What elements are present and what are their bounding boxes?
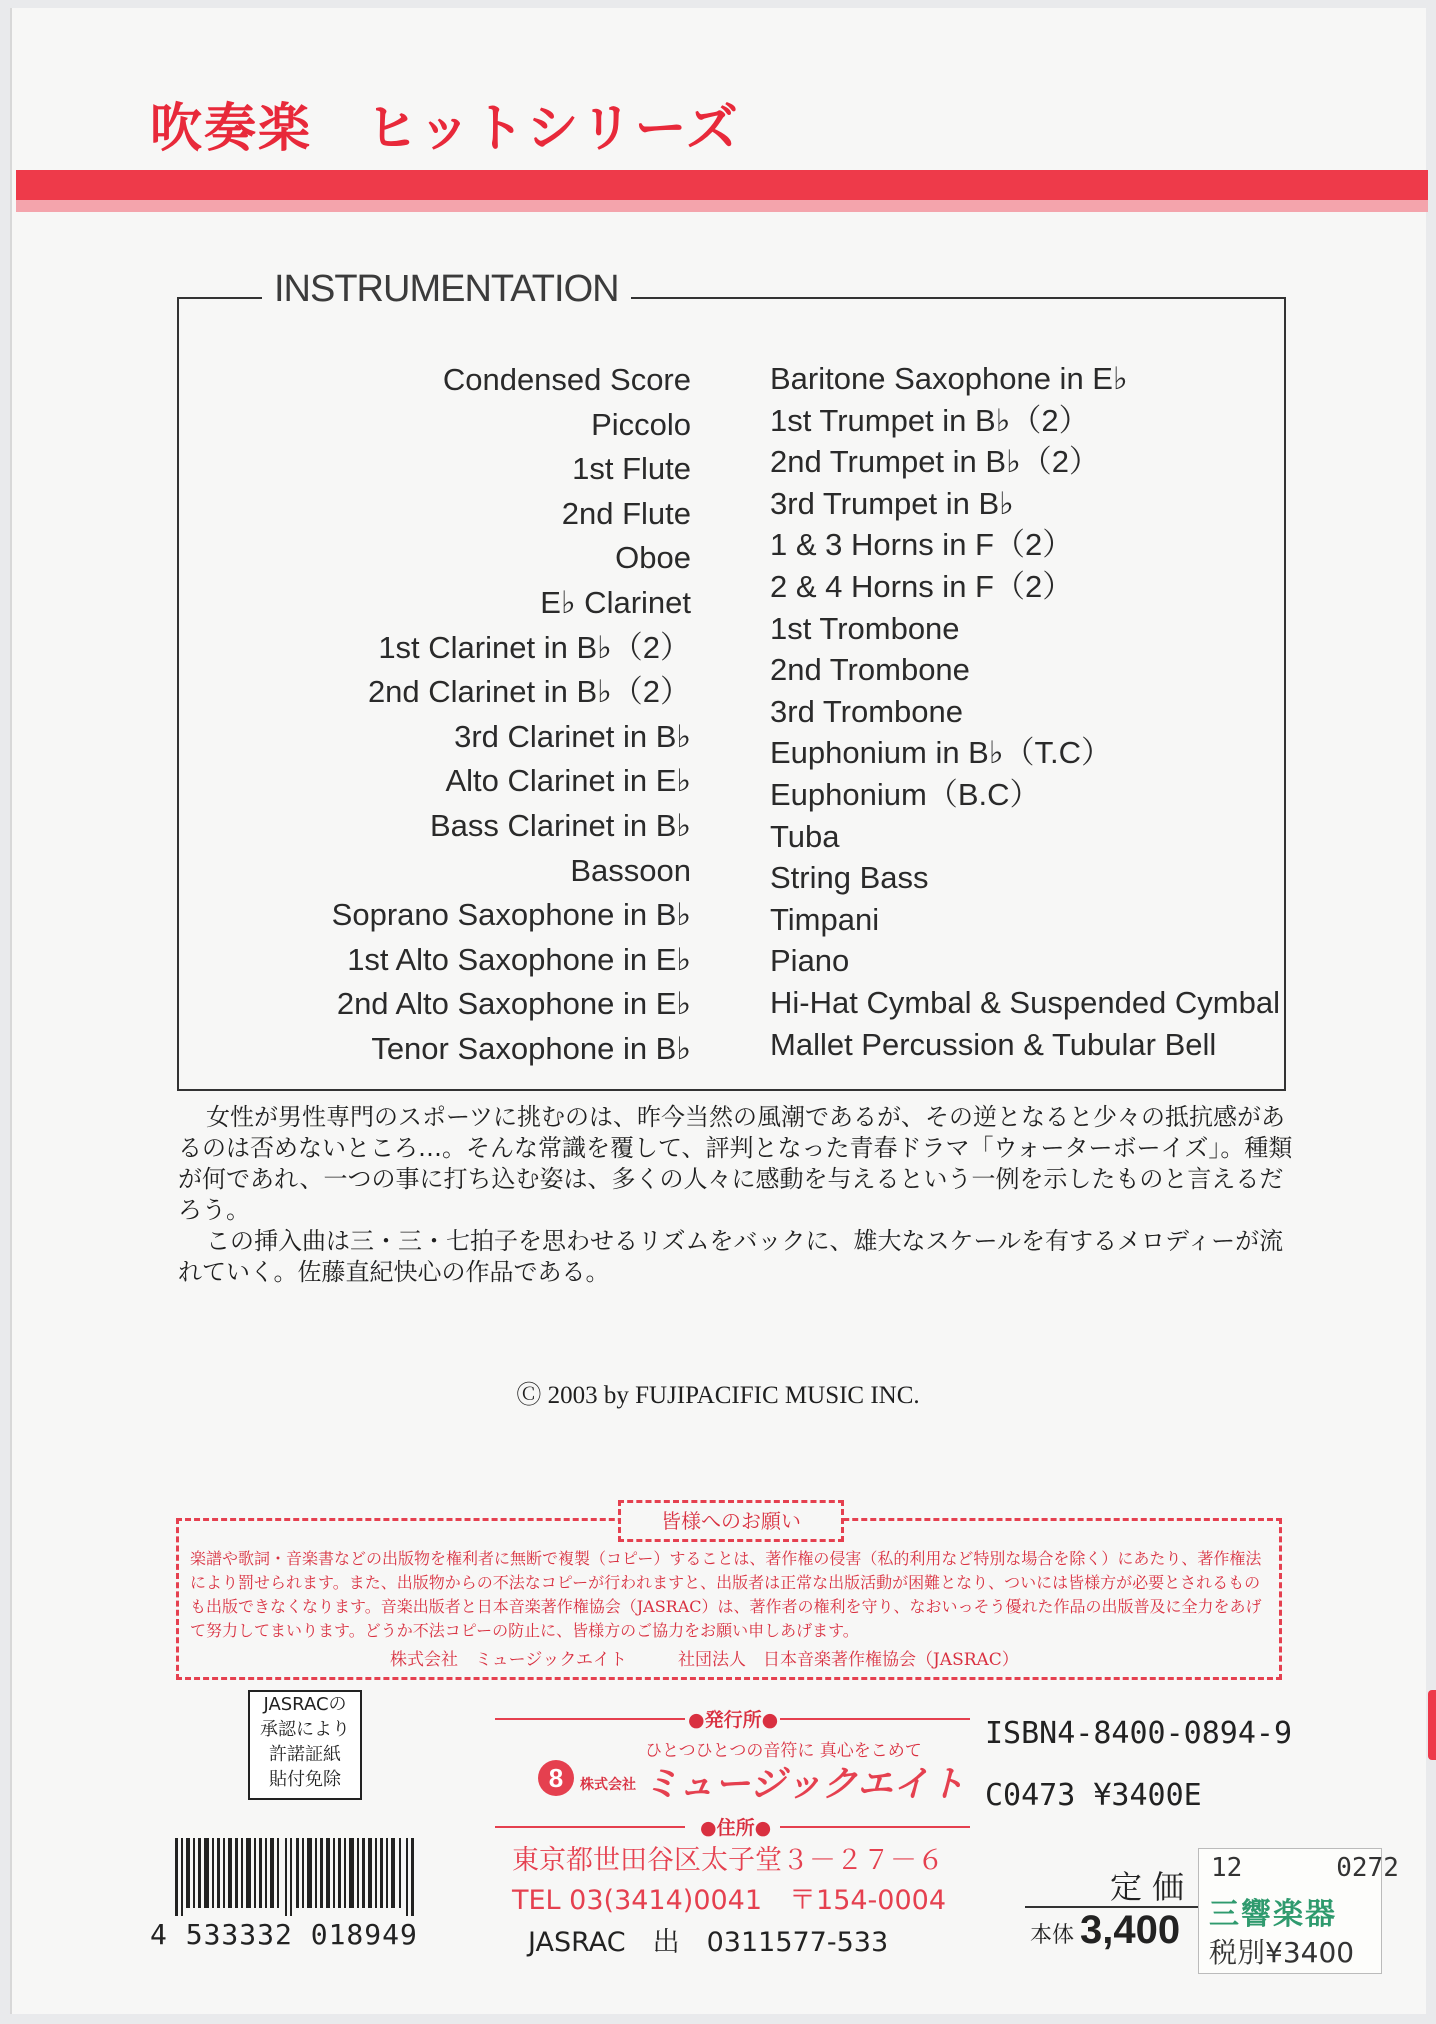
price-label: 定価 xyxy=(1110,1868,1195,1906)
jasrac-line: 承認により xyxy=(260,1719,350,1740)
instrument-item: 3rd Clarinet in B♭ xyxy=(454,718,691,754)
instrument-item: 1st Clarinet in B♭（2） xyxy=(378,629,691,665)
instrument-item: Condensed Score xyxy=(442,362,691,397)
description-paragraph: この挿入曲は三・三・七拍子を思わせるリズムをバックに、雄大なスケールを有するメロディーが流れていく。佐藤直紀快心の作品である。 xyxy=(178,1227,1284,1286)
barcode xyxy=(175,1838,415,1916)
instrument-item: Tenor Saxophone in B♭ xyxy=(371,1030,691,1066)
instrument-list-left xyxy=(332,358,691,1072)
publisher-company-prefix: 株式会社 xyxy=(580,1777,636,1793)
instrument-item: Piano xyxy=(770,943,850,979)
jasrac-approval-box xyxy=(248,1690,362,1800)
c-code: C0473 ¥3400E xyxy=(985,1778,1202,1813)
publisher-slogan: ひとつひとつの音符に 真心をこめて xyxy=(645,1741,922,1761)
address-divider xyxy=(780,1826,970,1828)
instrument-item: 3rd Trumpet in B♭ xyxy=(770,485,1014,521)
description-paragraph: 女性が男性専門のスポーツに挑むのは、昨今当然の風潮であるが、その逆となると少々の抵抗感があるのは否めないところ…。そんな常識を覆して、評判となった青春ドラマ「ウォーターボーイズ」。種類が何であれ、一つの事に打ち込む姿は、多くの人々に感動を与えるという一例を示したものと言えるだろう。 xyxy=(178,1103,1293,1224)
instrumentation-heading: INSTRUMENTATION xyxy=(262,268,631,311)
jasrac-line: 許諾証紙 xyxy=(269,1744,341,1765)
instrument-item: 1st Flute xyxy=(572,451,691,487)
publisher-divider xyxy=(780,1718,970,1720)
copyright-notice: Ⓒ 2003 by FUJIPACIFIC MUSIC INC. xyxy=(516,1382,920,1409)
instrument-item: Bass Clarinet in B♭ xyxy=(429,807,691,843)
sticker-shop-name: 三響楽器 xyxy=(1209,1897,1337,1932)
publisher-address: 東京都世田谷区太子堂３－２７－６ xyxy=(512,1845,944,1876)
instrument-item: Piccolo xyxy=(591,406,691,442)
instrument-item: Bassoon xyxy=(570,852,691,888)
jasrac-number: JASRAC 出 0311577-533 xyxy=(528,1927,889,1958)
publisher-tel: TEL 03(3414)0041 〒154-0004 xyxy=(512,1885,947,1916)
publisher-company-name: ミュージックエイト xyxy=(643,1764,965,1805)
address-divider xyxy=(495,1826,685,1828)
publisher-logo-icon: 8 xyxy=(538,1760,574,1796)
jasrac-line: 貼付免除 xyxy=(269,1769,341,1790)
instrument-item: 1 & 3 Horns in F（2） xyxy=(770,527,1074,563)
instrument-list-right xyxy=(770,358,1280,1065)
sticker-price: 税別¥3400 xyxy=(1209,1936,1355,1969)
barcode-number: 4 533332 018949 xyxy=(150,1918,418,1951)
sticker-code: 12 0272 xyxy=(1211,1853,1399,1883)
instrument-item: Oboe xyxy=(615,540,691,576)
instrument-item: 1st Alto Saxophone in E♭ xyxy=(347,941,691,977)
instrument-item: 2nd Trombone xyxy=(770,652,970,688)
edge-tab xyxy=(1428,1690,1436,1760)
description-text xyxy=(178,1102,1293,1288)
publisher-label: ●発行所● xyxy=(688,1709,779,1731)
shop-price-sticker xyxy=(1198,1848,1399,1974)
copy-warning-text: 楽譜や歌詞・音楽書などの出版物を権利者に無断で複製（コピー）することは、著作権の侵害（私的利用など特別な場合を除く）にあたり、著作権法により罰せられます。また、出版物からの不法なコピーが行われますと、出版者は正常な出版活動が困難となり、ついには皆様方が必要とされるものも出版できなくなります。音楽出版者と日本音楽著作権協会（JASRAC）は、著作者の権利を守り、なおいっそう優れた作品の出版普及に全力をあげて努力してまいります。どうか不法コピーの防止に、皆様方のご協力をお願い申しあげます。 xyxy=(190,1549,1262,1640)
series-title: 吹奏楽 ヒットシリーズ xyxy=(150,99,740,159)
instrument-item: 1st Trombone xyxy=(770,610,960,646)
jasrac-line: JASRACの xyxy=(263,1694,347,1715)
instrument-item: Timpani xyxy=(770,901,880,937)
publisher-divider xyxy=(495,1718,685,1720)
header-red-band-light xyxy=(16,200,1428,212)
instrument-item: Hi-Hat Cymbal & Suspended Cymbal xyxy=(770,984,1280,1020)
header-red-band xyxy=(16,170,1428,200)
isbn-code: ISBN4-8400-0894-9 xyxy=(985,1716,1293,1751)
instrument-item: Baritone Saxophone in E♭ xyxy=(770,361,1128,396)
instrument-item: String Bass xyxy=(770,860,929,896)
address-label: ●住所● xyxy=(700,1817,772,1839)
price-body-label: 本体 xyxy=(1030,1923,1075,1948)
instrument-item: 2 & 4 Horns in F（2） xyxy=(770,568,1074,604)
instrument-item: Mallet Percussion & Tubular Bell xyxy=(770,1026,1217,1062)
instrument-item: Soprano Saxophone in B♭ xyxy=(331,897,691,933)
instrument-item: 1st Trumpet in B♭（2） xyxy=(770,402,1090,438)
instrument-item: 2nd Trumpet in B♭（2） xyxy=(770,444,1100,480)
copy-warning-signature: 株式会社 ミュージックエイト 社団法人 日本音楽著作権協会（JASRAC） xyxy=(390,1650,1019,1670)
instrument-item: Tuba xyxy=(770,818,840,854)
price-value: 3,400 xyxy=(1080,1908,1181,1952)
instrument-item: 3rd Trombone xyxy=(770,693,963,729)
instrument-item: Euphonium（B.C） xyxy=(770,776,1041,812)
instrument-item: 2nd Flute xyxy=(561,495,691,531)
instrument-item: E♭ Clarinet xyxy=(540,584,691,620)
copy-warning-title: 皆様へのお願い xyxy=(618,1500,844,1542)
instrument-item: 2nd Alto Saxophone in E♭ xyxy=(336,986,691,1022)
instrument-item: 2nd Clarinet in B♭（2） xyxy=(367,674,691,710)
instrument-item: Euphonium in B♭（T.C） xyxy=(770,735,1112,771)
instrument-item: Alto Clarinet in E♭ xyxy=(445,763,691,799)
